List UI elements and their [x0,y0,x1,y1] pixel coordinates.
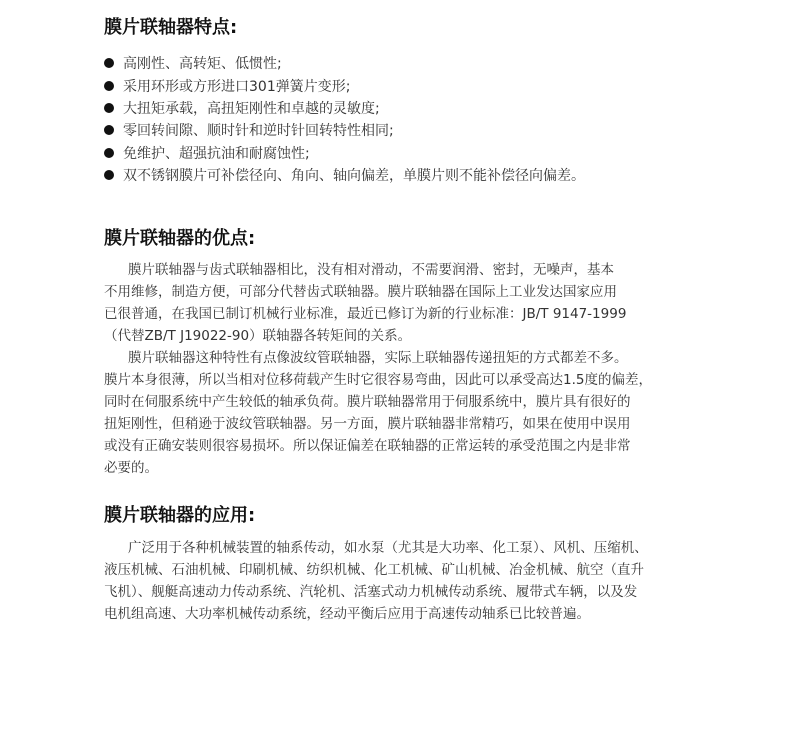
bullet-icon [104,103,114,113]
feature-item [104,52,585,74]
bullet-icon [104,170,114,180]
feature-item [104,97,585,119]
text-line: 膜片本身很薄，所以当相对位移荷载产生时它很容易弯曲，因此可以承受高达1.5度的偏差， [104,372,652,388]
feature-text: 采用环形或方形进口301弹簧片变形; [123,78,351,95]
text-line: （代替ZB/T J19022-90）联轴器各转矩间的关系。 [104,328,412,344]
feature-text: 免维护、超强抗油和耐腐蚀性; [123,145,310,162]
feature-item [104,142,585,164]
text-line: 电机组高速、大功率机械传动系统，经动平衡后应用于高速传动轴系已比较普遍。 [104,606,590,622]
text-line: 扭矩刚性，但稍逊于波纹管联轴器。另一方面，膜片联轴器非常精巧，如果在使用中误用 [104,416,631,432]
features-list [104,52,585,186]
advantages-paragraph-1 [104,259,626,347]
text-line: 膜片联轴器这种特性有点像波纹管联轴器，实际上联轴器传递扭矩的方式都差不多。 [128,350,628,366]
advantages-paragraph-2 [104,347,652,479]
bullet-icon [104,81,114,91]
applications-heading: 膜片联轴器的应用: [104,505,256,526]
advantages-heading: 膜片联轴器的优点: [104,228,256,249]
feature-text: 高刚性、高转矩、低惯性; [123,56,282,73]
text-line: 已很普通，在我国已制订机械行业标准，最近已修订为新的行业标准：JB/T 9147-1999 [104,306,627,322]
text-line: 液压机械、石油机械、印刷机械、纺织机械、化工机械、矿山机械、冶金机械、航空（直升 [104,562,644,578]
text-line: 不用维修，制造方便，可部分代替齿式联轴器。膜片联轴器在国际上工业发达国家应用 [104,284,617,300]
features-heading: 膜片联轴器特点: [104,17,238,38]
bullet-icon [104,148,114,158]
bullet-icon [104,125,114,135]
text-line: 飞机）、舰艇高速动力传动系统、汽轮机、活塞式动力机械传动系统、履带式车辆，以及发 [104,584,638,600]
feature-item [104,119,585,141]
text-line: 广泛用于各种机械装置的轴系传动，如水泵（尤其是大功率、化工泵）、风机、压缩机、 [128,540,648,556]
feature-item [104,164,585,186]
text-line: 或没有正确安装则很容易损坏。所以保证偏差在联轴器的正常运转的承受范围之内是非常 [104,438,631,454]
text-line: 必要的。 [104,460,158,476]
feature-item [104,74,585,96]
text-line: 膜片联轴器与齿式联轴器相比，没有相对滑动，不需要润滑、密封，无噪声，基本 [128,262,614,278]
feature-text: 大扭矩承载，高扭矩刚性和卓越的灵敏度; [123,100,380,117]
feature-text: 双不锈钢膜片可补偿径向、角向、轴向偏差，单膜片则不能补偿径向偏差。 [123,168,585,185]
bullet-icon [104,58,114,68]
feature-text: 零回转间隙、顺时针和逆时针回转特性相同; [123,123,394,140]
applications-paragraph [104,537,648,625]
text-line: 同时在伺服系统中产生较低的轴承负荷。膜片联轴器常用于伺服系统中，膜片具有很好的 [104,394,631,410]
